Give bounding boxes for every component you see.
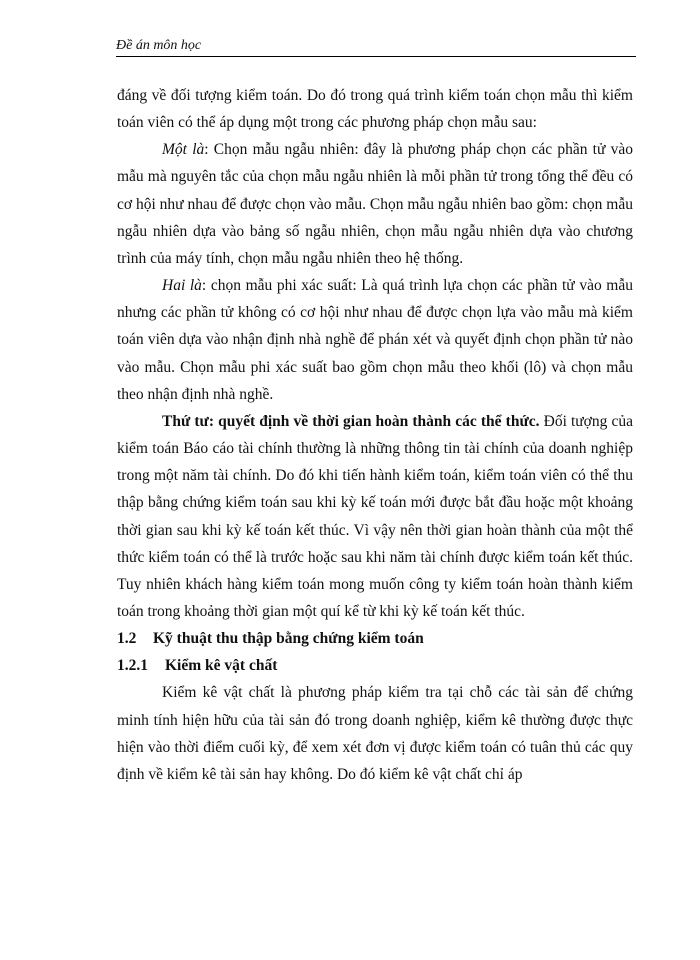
- paragraph-non-probability-sampling: [117, 272, 633, 408]
- paragraph-body-non-probability: : chọn mẫu phi xác suất: Là quá trình lựa chọn các phần tử vào mẫu nhưng các phần tử không có cơ hội như nhau để được chọn lựa vào mẫu mà kiểm toán viên dựa vào nhận định nhà nghề để phán xét và quyết định chọn phần tử nào vào mẫu. Chọn mẫu phi xác suất bao gồm chọn mẫu theo khối (lô) và chọn mẫu theo nhận định nhà nghề.: [117, 277, 633, 403]
- paragraph-random-sampling: [117, 136, 633, 272]
- paragraph-lead-mot-la: Một là: [162, 141, 205, 159]
- section-title: Kỹ thuật thu thập bằng chứng kiểm toán: [153, 630, 424, 648]
- paragraph-timing: [117, 408, 633, 625]
- paragraph-lead-hai-la: Hai là: [162, 277, 202, 295]
- header-divider: [116, 56, 636, 57]
- section-number: 1.2: [117, 630, 137, 648]
- page-header-title: Đề án môn học: [116, 38, 202, 53]
- paragraph-physical-inventory: Kiểm kê vật chất là phương pháp kiểm tra tại chỗ các tài sản để chứng minh tính hiện hữu của tài sản đó trong doanh nghiệp, kiểm kê thường được thực hiện vào thời điểm cuối kỳ, để xem xét đơn vị được kiểm toán có tuân thủ các quy định về kiểm kê tài sản hay không. Do đó kiểm kê vật chất chỉ áp: [117, 684, 633, 783]
- paragraph-body-random-sampling: : Chọn mẫu ngẫu nhiên: đây là phương pháp chọn các phần tử vào mẫu mà nguyên tắc của chọn mẫu ngẫu nhiên là mỗi phần tử trong tổng thể đều có cơ hội như nhau để được chọn vào mẫu. Chọn mẫu ngẫu nhiên bao gồm: chọn mẫu ngẫu nhiên dựa vào bảng số ngẫu nhiên, chọn mẫu ngẫu nhiên dựa vào chương trình của máy tính, chọn mẫu ngẫu nhiên theo hệ thống.: [117, 141, 633, 267]
- subsection-number: 1.2.1: [117, 657, 148, 675]
- subsection-heading-1-2-1: [117, 652, 633, 679]
- paragraph-body-timing: Đối tượng của kiểm toán Báo cáo tài chính thường là những thông tin tài chính của doanh nghiệp trong một năm tài chính. Do đó khi tiến hành kiểm toán, kiểm toán viên có thể thu thập bằng chứng kiểm toán sau khi kỳ kế toán mới được bắt đầu hoặc một khoảng thời gian sau khi kỳ kế toán kết thúc. Vì vậy nên thời gian hoàn thành của một thể thức kiểm toán có thể là trước hoặc sau khi năm tài chính được kiểm toán kết thúc. Tuy nhiên khách hàng kiểm toán mong muốn công ty kiểm toán hoàn thành kiểm toán trong khoảng thời gian một quí kể từ khi kỳ kế toán kết thúc.: [117, 412, 633, 620]
- subsection-title: Kiểm kê vật chất: [165, 657, 278, 675]
- section-heading-1-2: [117, 625, 633, 652]
- paragraph-lead-thu-tu: Thứ tư: quyết định về thời gian hoàn thành các thể thức.: [162, 412, 540, 430]
- paragraph-continuation: đáng về đối tượng kiểm toán. Do đó trong quá trình kiểm toán chọn mẫu thì kiểm toán viên có thể áp dụng một trong các phương pháp chọn mẫu sau:: [117, 87, 633, 132]
- document-body: [117, 82, 633, 788]
